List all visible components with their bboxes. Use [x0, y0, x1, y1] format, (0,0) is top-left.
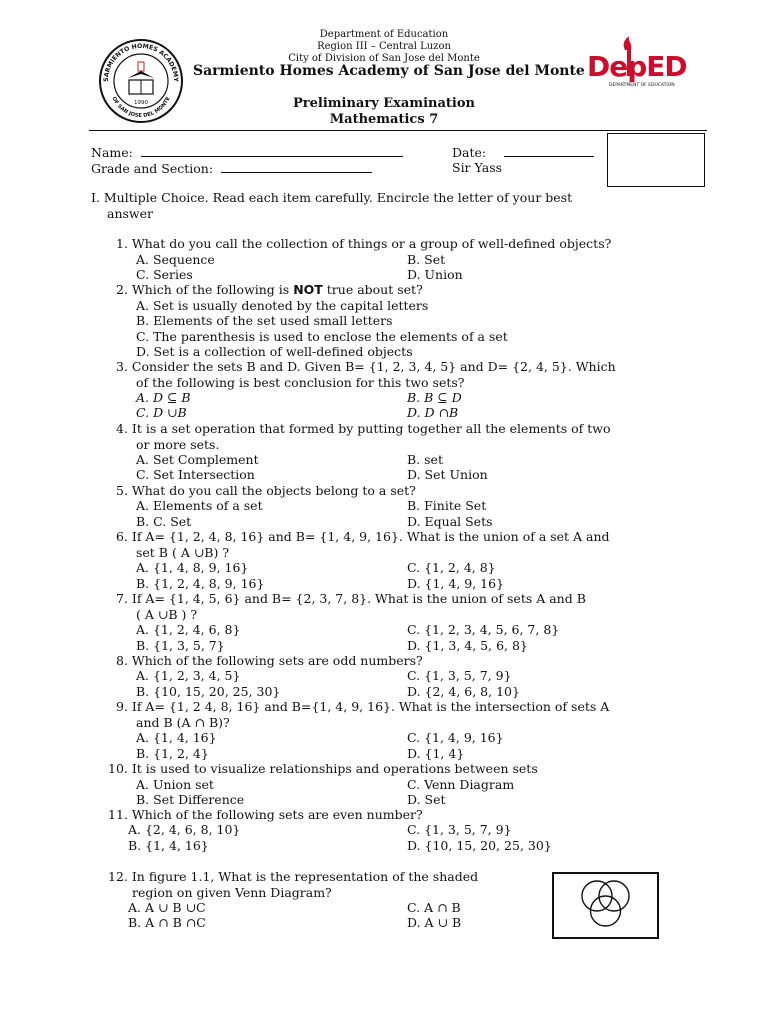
question-6-line-2: set B ( A ∪B) ?: [136, 545, 230, 560]
q7-option-c[interactable]: C. {1, 2, 3, 4, 5, 6, 7, 8}: [407, 622, 560, 637]
q3-option-d[interactable]: D. D ∩B: [407, 405, 459, 420]
q2-option-b[interactable]: B. Elements of the set used small letters: [136, 313, 393, 328]
q5-option-d[interactable]: D. Equal Sets: [407, 514, 493, 529]
q10-option-a[interactable]: A. Union set: [136, 777, 214, 792]
question-11: 11. Which of the following sets are even number?: [108, 807, 423, 822]
question-6-line-1: 6. If A= {1, 2, 4, 8, 16} and B= {1, 4, 9, 16}. What is the union of a set A and: [116, 529, 610, 544]
q4-option-c[interactable]: C. Set Intersection: [136, 467, 255, 482]
question-9-line-2: and B (A ∩ B)?: [136, 715, 230, 730]
teacher-name: Sir Yass: [452, 160, 503, 175]
q9-option-d[interactable]: D. {1, 4}: [407, 746, 465, 761]
instructions-line-1: I. Multiple Choice. Read each item carefully. Encircle the letter of your best: [91, 190, 573, 205]
q11-option-a[interactable]: A. {2, 4, 6, 8, 10}: [128, 822, 241, 837]
q12-option-d[interactable]: D. A ∪ B: [407, 915, 462, 930]
exam-subject: Mathematics 7: [329, 112, 439, 127]
deped-logo-text: DepED: [587, 50, 687, 83]
q8-option-b[interactable]: B. {10, 15, 20, 25, 30}: [136, 684, 281, 699]
q7-option-a[interactable]: A. {1, 2, 4, 6, 8}: [136, 622, 241, 637]
q11-option-b[interactable]: B. {1, 4, 16}: [128, 838, 209, 853]
q1-option-a[interactable]: A. Sequence: [136, 252, 215, 267]
q5-option-a[interactable]: A. Elements of a set: [136, 498, 263, 513]
venn-diagram-figure: [552, 872, 659, 939]
q6-option-d[interactable]: D. {1, 4, 9, 16}: [407, 576, 505, 591]
q3-option-c[interactable]: C. D ∪B: [136, 405, 187, 420]
question-10: 10. It is used to visualize relationships and operations between sets: [108, 761, 538, 776]
header-region: Region III – Central Luzon: [317, 41, 451, 52]
q3-option-a[interactable]: A. D ⊆ B: [136, 390, 191, 405]
q1-option-b[interactable]: B. Set: [407, 252, 446, 267]
instructions-line-2: answer: [107, 206, 153, 221]
q2-option-c[interactable]: C. The parenthesis is used to enclose the elements of a set: [136, 329, 508, 344]
question-3-line-2: of the following is best conclusion for this two sets?: [136, 375, 465, 390]
q2-emphasis-not: NOT: [293, 282, 323, 297]
q10-option-d[interactable]: D. Set: [407, 792, 446, 807]
question-7-line-2: ( A ∪B ) ?: [136, 607, 198, 622]
q4-option-d[interactable]: D. Set Union: [407, 467, 488, 482]
question-4-line-1: 4. It is a set operation that formed by putting together all the elements of two: [116, 421, 611, 436]
school-name: Sarmiento Homes Academy of San Jose del Monte: [193, 63, 585, 79]
question-8: 8. Which of the following sets are odd numbers?: [116, 653, 423, 668]
score-box[interactable]: [607, 133, 705, 187]
name-label: Name:: [91, 145, 133, 160]
grade-section-label: Grade and Section:: [91, 161, 214, 176]
q4-option-a[interactable]: A. Set Complement: [136, 452, 259, 467]
question-1: 1. What do you call the collection of things or a group of well-defined objects?: [116, 236, 612, 251]
q4-option-b[interactable]: B. set: [407, 452, 443, 467]
header-divider: [89, 130, 707, 131]
grade-section-input-line[interactable]: [221, 160, 372, 173]
q6-option-b[interactable]: B. {1, 2, 4, 8, 9, 16}: [136, 576, 265, 591]
seal-text-bottom: OF SAN JOSE DEL MONTE: [110, 95, 172, 120]
question-12-line-2: region on given Venn Diagram?: [132, 885, 332, 900]
grade-section-field[interactable]: [91, 160, 372, 176]
name-field[interactable]: [91, 144, 403, 160]
seal-text-top: SARMIENTO HOMES ACADEMY: [102, 42, 180, 82]
deped-sub-text: DEPARTMENT OF EDUCATION: [609, 83, 675, 88]
question-7-line-1: 7. If A= {1, 4, 5, 6} and B= {2, 3, 7, 8}. What is the union of sets A and B: [116, 591, 586, 606]
name-input-line[interactable]: [141, 144, 403, 157]
header-division: City of Division of San Jose del Monte: [288, 53, 480, 64]
q8-option-d[interactable]: D. {2, 4, 6, 8, 10}: [407, 684, 520, 699]
q6-option-a[interactable]: A. {1, 4, 8, 9, 16}: [136, 560, 249, 575]
q2-option-a[interactable]: A. Set is usually denoted by the capital letters: [136, 298, 429, 313]
q3-option-b[interactable]: B. B ⊆ D: [407, 390, 462, 405]
q12-option-a[interactable]: A. A ∪ B ∪C: [128, 900, 206, 915]
date-field[interactable]: [452, 144, 594, 160]
question-2: 2. Which of the following is NOT true about set?: [116, 282, 423, 297]
q7-option-b[interactable]: B. {1, 3, 5, 7}: [136, 638, 225, 653]
date-label: Date:: [452, 145, 487, 160]
q10-option-c[interactable]: C. Venn Diagram: [407, 777, 515, 792]
q6-option-c[interactable]: C. {1, 2, 4, 8}: [407, 560, 496, 575]
q1-option-d[interactable]: D. Union: [407, 267, 463, 282]
question-9-line-1: 9. If A= {1, 2 4, 8, 16} and B={1, 4, 9, 16}. What is the intersection of sets A: [116, 699, 610, 714]
q2-option-d[interactable]: D. Set is a collection of well-defined objects: [136, 344, 413, 359]
q1-option-c[interactable]: C. Series: [136, 267, 193, 282]
question-12-line-1: 12. In figure 1.1, What is the representation of the shaded: [108, 869, 479, 884]
q8-option-c[interactable]: C. {1, 3, 5, 7, 9}: [407, 668, 512, 683]
venn-diagram-icon: [554, 874, 657, 937]
question-5: 5. What do you call the objects belong to a set?: [116, 483, 416, 498]
question-4-line-2: or more sets.: [136, 437, 220, 452]
header-dept: Department of Education: [319, 29, 449, 40]
q5-option-b[interactable]: B. Finite Set: [407, 498, 487, 513]
q7-option-d[interactable]: D. {1, 3, 4, 5, 6, 8}: [407, 638, 528, 653]
question-3-line-1: 3. Consider the sets B and D. Given B= {1, 2, 3, 4, 5} and D= {2, 4, 5}. Which: [116, 359, 616, 374]
exam-title: Preliminary Examination: [293, 96, 475, 111]
q9-option-b[interactable]: B. {1, 2, 4}: [136, 746, 209, 761]
date-input-line[interactable]: [504, 144, 594, 157]
q12-option-b[interactable]: B. A ∩ B ∩C: [128, 915, 206, 930]
q5-option-c[interactable]: B. C. Set: [136, 514, 192, 529]
q11-option-d[interactable]: D. {10, 15, 20, 25, 30}: [407, 838, 552, 853]
q9-option-a[interactable]: A. {1, 4, 16}: [136, 730, 217, 745]
q8-option-a[interactable]: A. {1, 2, 3, 4, 5}: [136, 668, 241, 683]
q9-option-c[interactable]: C. {1, 4, 9, 16}: [407, 730, 504, 745]
q11-option-c[interactable]: C. {1, 3, 5, 7, 9}: [407, 822, 512, 837]
q12-option-c[interactable]: C. A ∩ B: [407, 900, 461, 915]
seal-year: 1990: [134, 100, 148, 106]
q10-option-b[interactable]: B. Set Difference: [136, 792, 245, 807]
